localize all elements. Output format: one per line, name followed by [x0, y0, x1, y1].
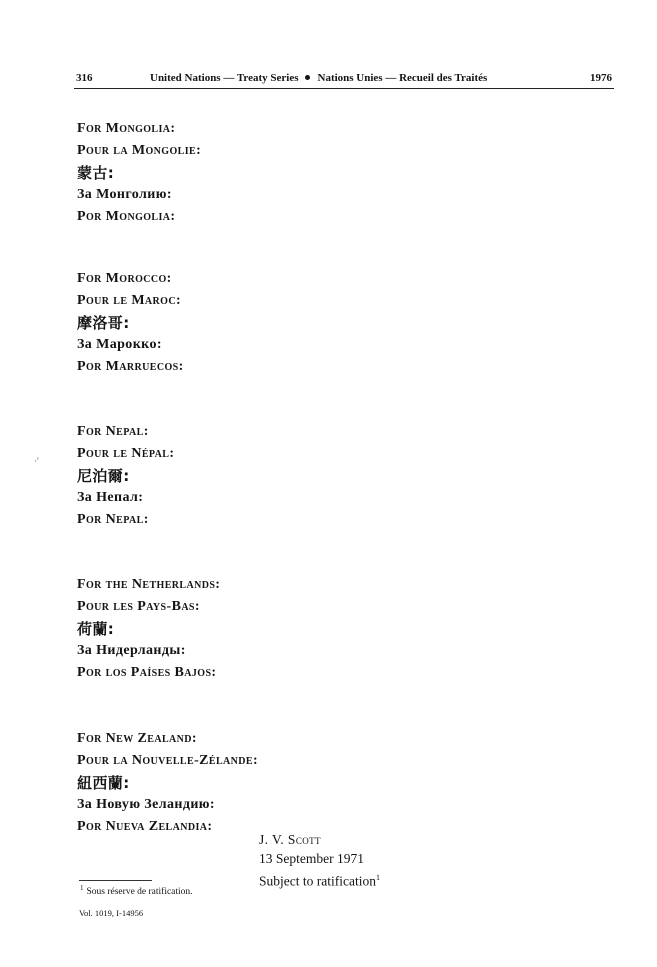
- label-es: Por Marruecos:: [77, 359, 184, 374]
- label-es: Por Nepal:: [77, 512, 149, 527]
- label-ru: За Монголию:: [77, 187, 172, 202]
- label-zh: 摩洛哥:: [77, 314, 130, 332]
- footnote-number: 1: [80, 884, 84, 892]
- label-es: Por los Países Bajos:: [77, 665, 217, 680]
- label-en: For New Zealand:: [77, 731, 197, 746]
- volume-reference: Vol. 1019, I-14956: [79, 908, 144, 918]
- series-title-fr: Nations Unies — Recueil des Traités: [317, 72, 488, 84]
- signatory-name: J. V. Scott: [259, 832, 321, 847]
- label-fr: Pour la Mongolie:: [77, 143, 202, 158]
- series-title: [150, 72, 487, 84]
- label-fr: Pour le Népal:: [77, 446, 175, 461]
- label-fr: Pour la Nouvelle-Zélande:: [77, 753, 259, 768]
- signatory-block-new-zealand: [77, 728, 258, 838]
- signature-block: [259, 830, 380, 891]
- label-zh: 荷蘭:: [77, 620, 115, 638]
- footnote-rule: [79, 880, 152, 881]
- bullet-separator: [305, 75, 310, 80]
- label-zh: 尼泊爾:: [77, 467, 130, 485]
- footnote: [80, 884, 193, 897]
- label-es: Por Mongolia:: [77, 209, 176, 224]
- label-zh: 紐西蘭:: [77, 774, 130, 792]
- label-ru: За Нидерланды:: [77, 643, 186, 658]
- label-en: For Morocco:: [77, 271, 172, 286]
- label-fr: Pour le Maroc:: [77, 293, 182, 308]
- label-ru: За Непал:: [77, 490, 144, 505]
- series-title-en: United Nations — Treaty Series: [150, 72, 299, 84]
- running-header: [74, 72, 614, 89]
- footnote-marker: 1: [375, 873, 380, 882]
- signatory-block-morocco: [77, 268, 184, 378]
- footnote-text: Sous réserve de ratification.: [86, 887, 193, 898]
- signature-date: 13 September 1971: [259, 851, 364, 866]
- signatory-block-nepal: [77, 421, 174, 531]
- label-es: Por Nueva Zelandia:: [77, 819, 213, 834]
- year: 1976: [590, 72, 612, 84]
- label-ru: За Марокко:: [77, 337, 162, 352]
- label-fr: Pour les Pays-Bas:: [77, 599, 200, 614]
- signatory-block-netherlands: [77, 574, 220, 684]
- label-ru: За Новую Зеландию:: [77, 797, 215, 812]
- label-en: For Mongolia:: [77, 121, 176, 136]
- label-en: For Nepal:: [77, 424, 149, 439]
- page-number: 316: [76, 72, 93, 84]
- label-en: For the Netherlands:: [77, 577, 221, 592]
- ratification-note: [259, 868, 380, 891]
- scan-artifact: ·′: [34, 456, 39, 466]
- label-zh: 蒙古:: [77, 164, 115, 182]
- signatory-block-mongolia: [77, 118, 201, 228]
- ratification-note-text: Subject to ratification: [259, 873, 376, 889]
